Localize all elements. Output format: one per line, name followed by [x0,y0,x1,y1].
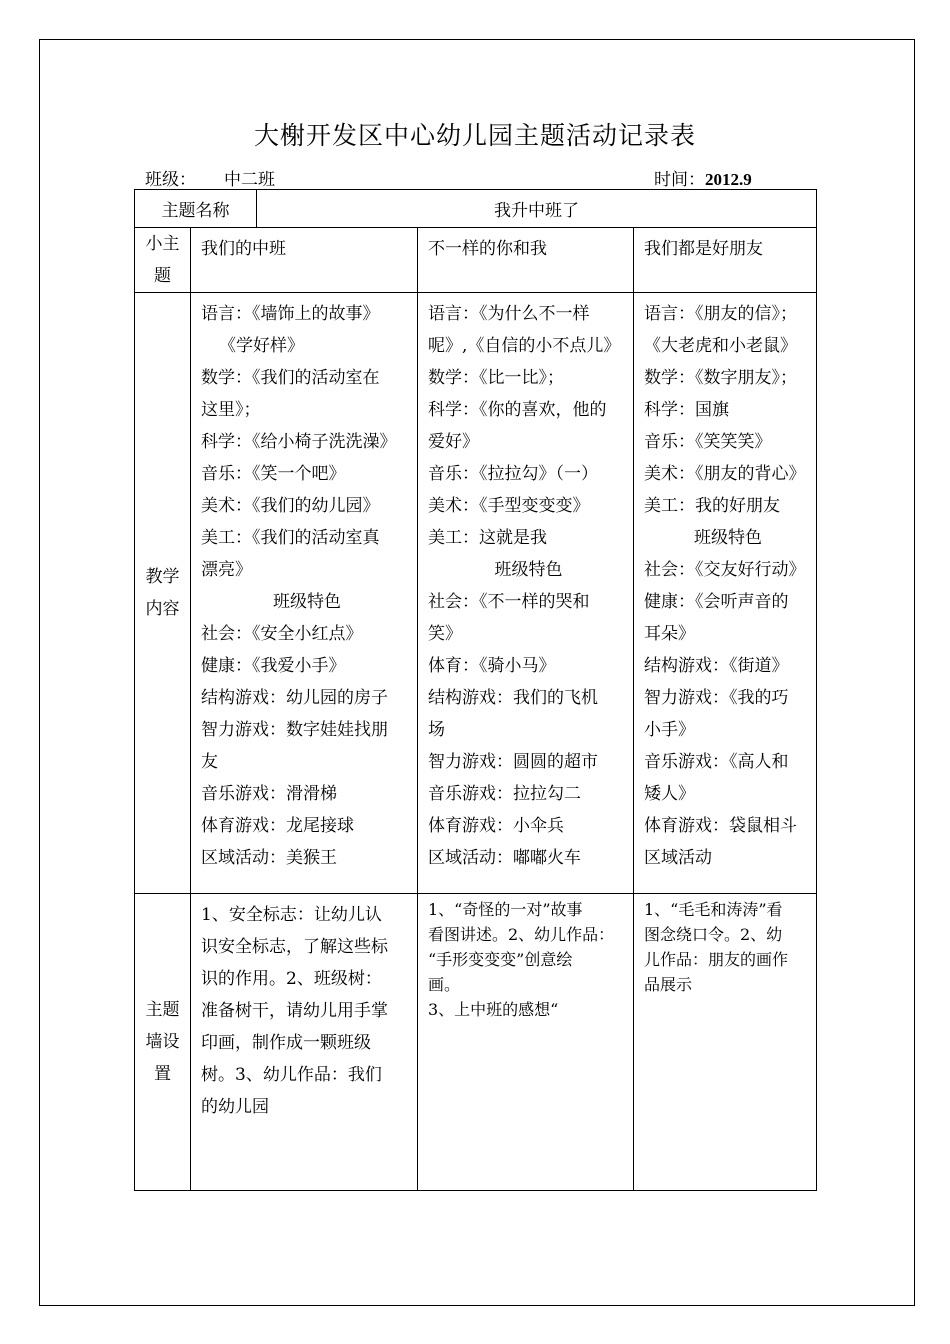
subtheme-1: 我们的中班 [191,228,418,293]
subtheme-row [135,228,817,293]
class-label: 班级： [145,170,196,190]
content-column-2: 语言：《为什么不一样 呢》,《自信的小不点儿》 数学：《比一比》； 科学：《你的喜欢，他的 爱好》 音乐：《拉拉勾》（一） 美术：《手型变变变》 美工：这就是我 班级特色 社会：《不一样的哭和 笑》 体育：《骑小马》 结构游戏：我们的飞机 场 智力游戏：圆圆的超市 音乐游戏：拉拉勾二 体育游戏：小伞兵 区域活动：嘟嘟火车 [418,293,634,894]
activity-record-table [134,189,817,1191]
class-feature-heading: 班级特色 [273,592,341,612]
theme-name-value: 我升中班了 [257,190,817,228]
wall-column-2: 1、“奇怪的一对”故事 看图讲述。2、幼儿作品： “手形变变变”创意绘 画。 3、上中班的感想“ [418,894,634,1191]
time-info [654,165,752,190]
subtheme-2: 不一样的你和我 [418,228,634,293]
time-label: 时间： [654,170,705,190]
subtheme-3: 我们都是好朋友 [634,228,817,293]
time-value: 2012.9 [705,170,752,189]
content-column-3: 语言：《朋友的信》； 《大老虎和小老鼠》 数学：《数字朋友》； 科学：国旗 音乐：《笑笑笑》 美术：《朋友的背心》 美工：我的好朋友 班级特色 社会：《交友好行动》 健康：《会听声音的 耳朵》 结构游戏：《街道》 智力游戏：《我的巧 小手》 音乐游戏：《高人和 矮人》 体育游戏：袋鼠相斗 区域活动 [634,293,817,894]
theme-name-label: 主题名称 [135,190,257,228]
teaching-content-label: 教学 内容 [135,293,191,894]
subtheme-label: 小主 题 [135,228,191,293]
class-info [145,165,275,190]
theme-name-row [135,190,817,228]
wall-column-3: 1、“毛毛和涛涛”看 图念绕口令。2、幼 儿作品：朋友的画作 品展示 [634,894,817,1191]
class-feature-heading: 班级特色 [494,560,563,580]
theme-wall-label: 主题 墙设 置 [135,894,191,1191]
class-feature-heading: 班级特色 [694,528,763,548]
theme-wall-row [135,894,817,1191]
class-value: 中二班 [224,170,275,190]
teaching-content-row [135,293,817,894]
page-title: 大榭开发区中心幼儿园主题活动记录表 [253,121,696,150]
content-column-1: 语言：《墙饰上的故事》 《学好样》 数学：《我们的活动室在 这里》； 科学：《给小椅子洗洗澡》 音乐：《笑一个吧》 美术：《我们的幼儿园》 美工：《我们的活动室真 漂亮》 班级特色 社会：《安全小红点》 健康：《我爱小手》 结构游戏：幼儿园的房子 智力游戏：数字娃娃找朋 友 音乐游戏：滑滑梯 体育游戏：龙尾接球 区域活动：美猴王 [191,293,418,894]
wall-column-1: 1、安全标志：让幼儿认 识安全标志，了解这些标 识的作用。2、班级树： 准备树干，请幼儿用手掌 印画，制作成一颗班级 树。3、幼儿作品：我们 的幼儿园 [191,894,418,1191]
